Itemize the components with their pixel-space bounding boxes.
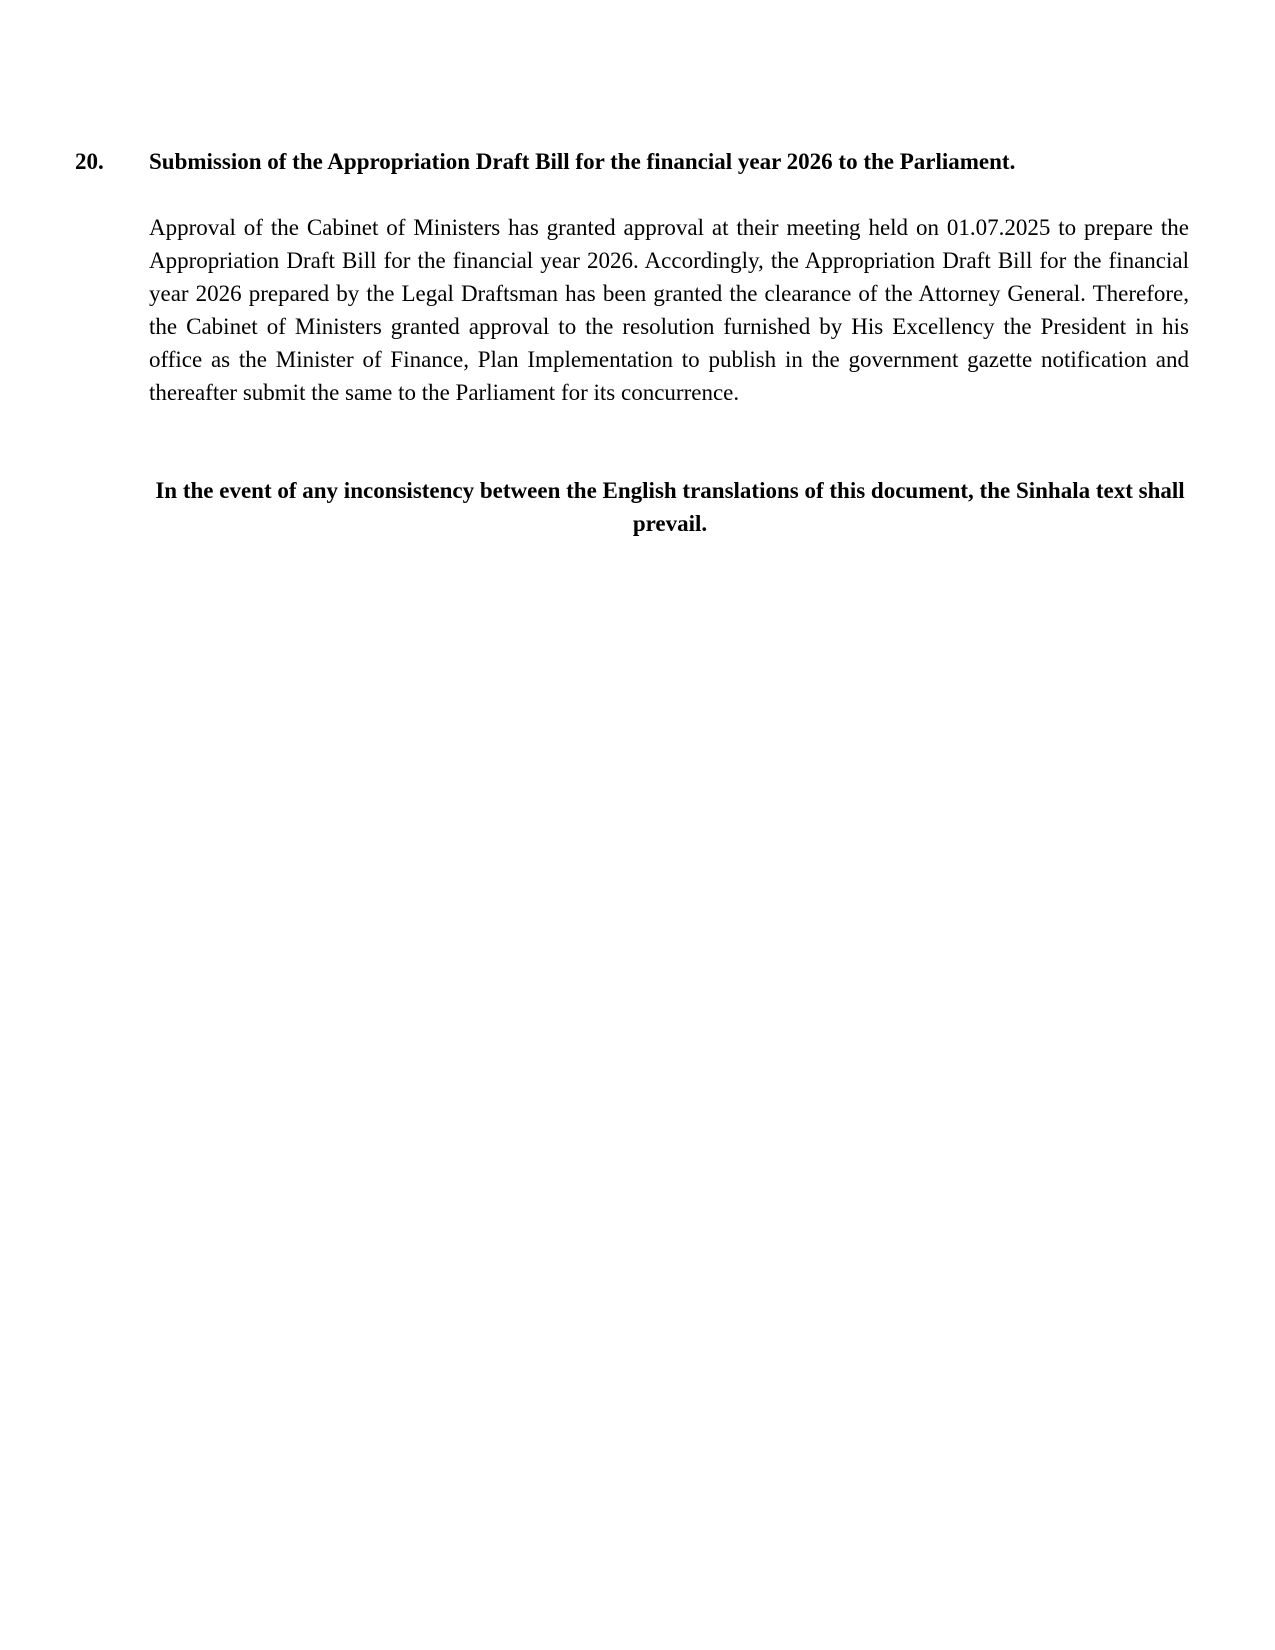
item-body: Approval of the Cabinet of Ministers has granted approval at their meeting held on 01.07.2025 to prepare the Appropriation Draft Bill for the financial year 2026. Accordingly, the Appropriation Draft Bill for the financial year 2026 prepared by the Legal Draftsman has been granted the clearance of the Attorney General. Therefore, the Cabinet of Ministers granted approval to the resolution furnished by His Excellency the President in his office as the Minister of Finance, Plan Implementation to publish in the government gazette notification and thereafter submit the same to the Parliament for its concurrence.	[149, 215, 1189, 405]
item-number: 20.	[75, 149, 104, 174]
item-title: Submission of the Appropriation Draft Bill for the financial year 2026 to the Parliament.	[149, 149, 1016, 174]
disclaimer-note: In the event of any inconsistency between the English translations of this document, the Sinhala text shall prevail.	[155, 478, 1185, 536]
